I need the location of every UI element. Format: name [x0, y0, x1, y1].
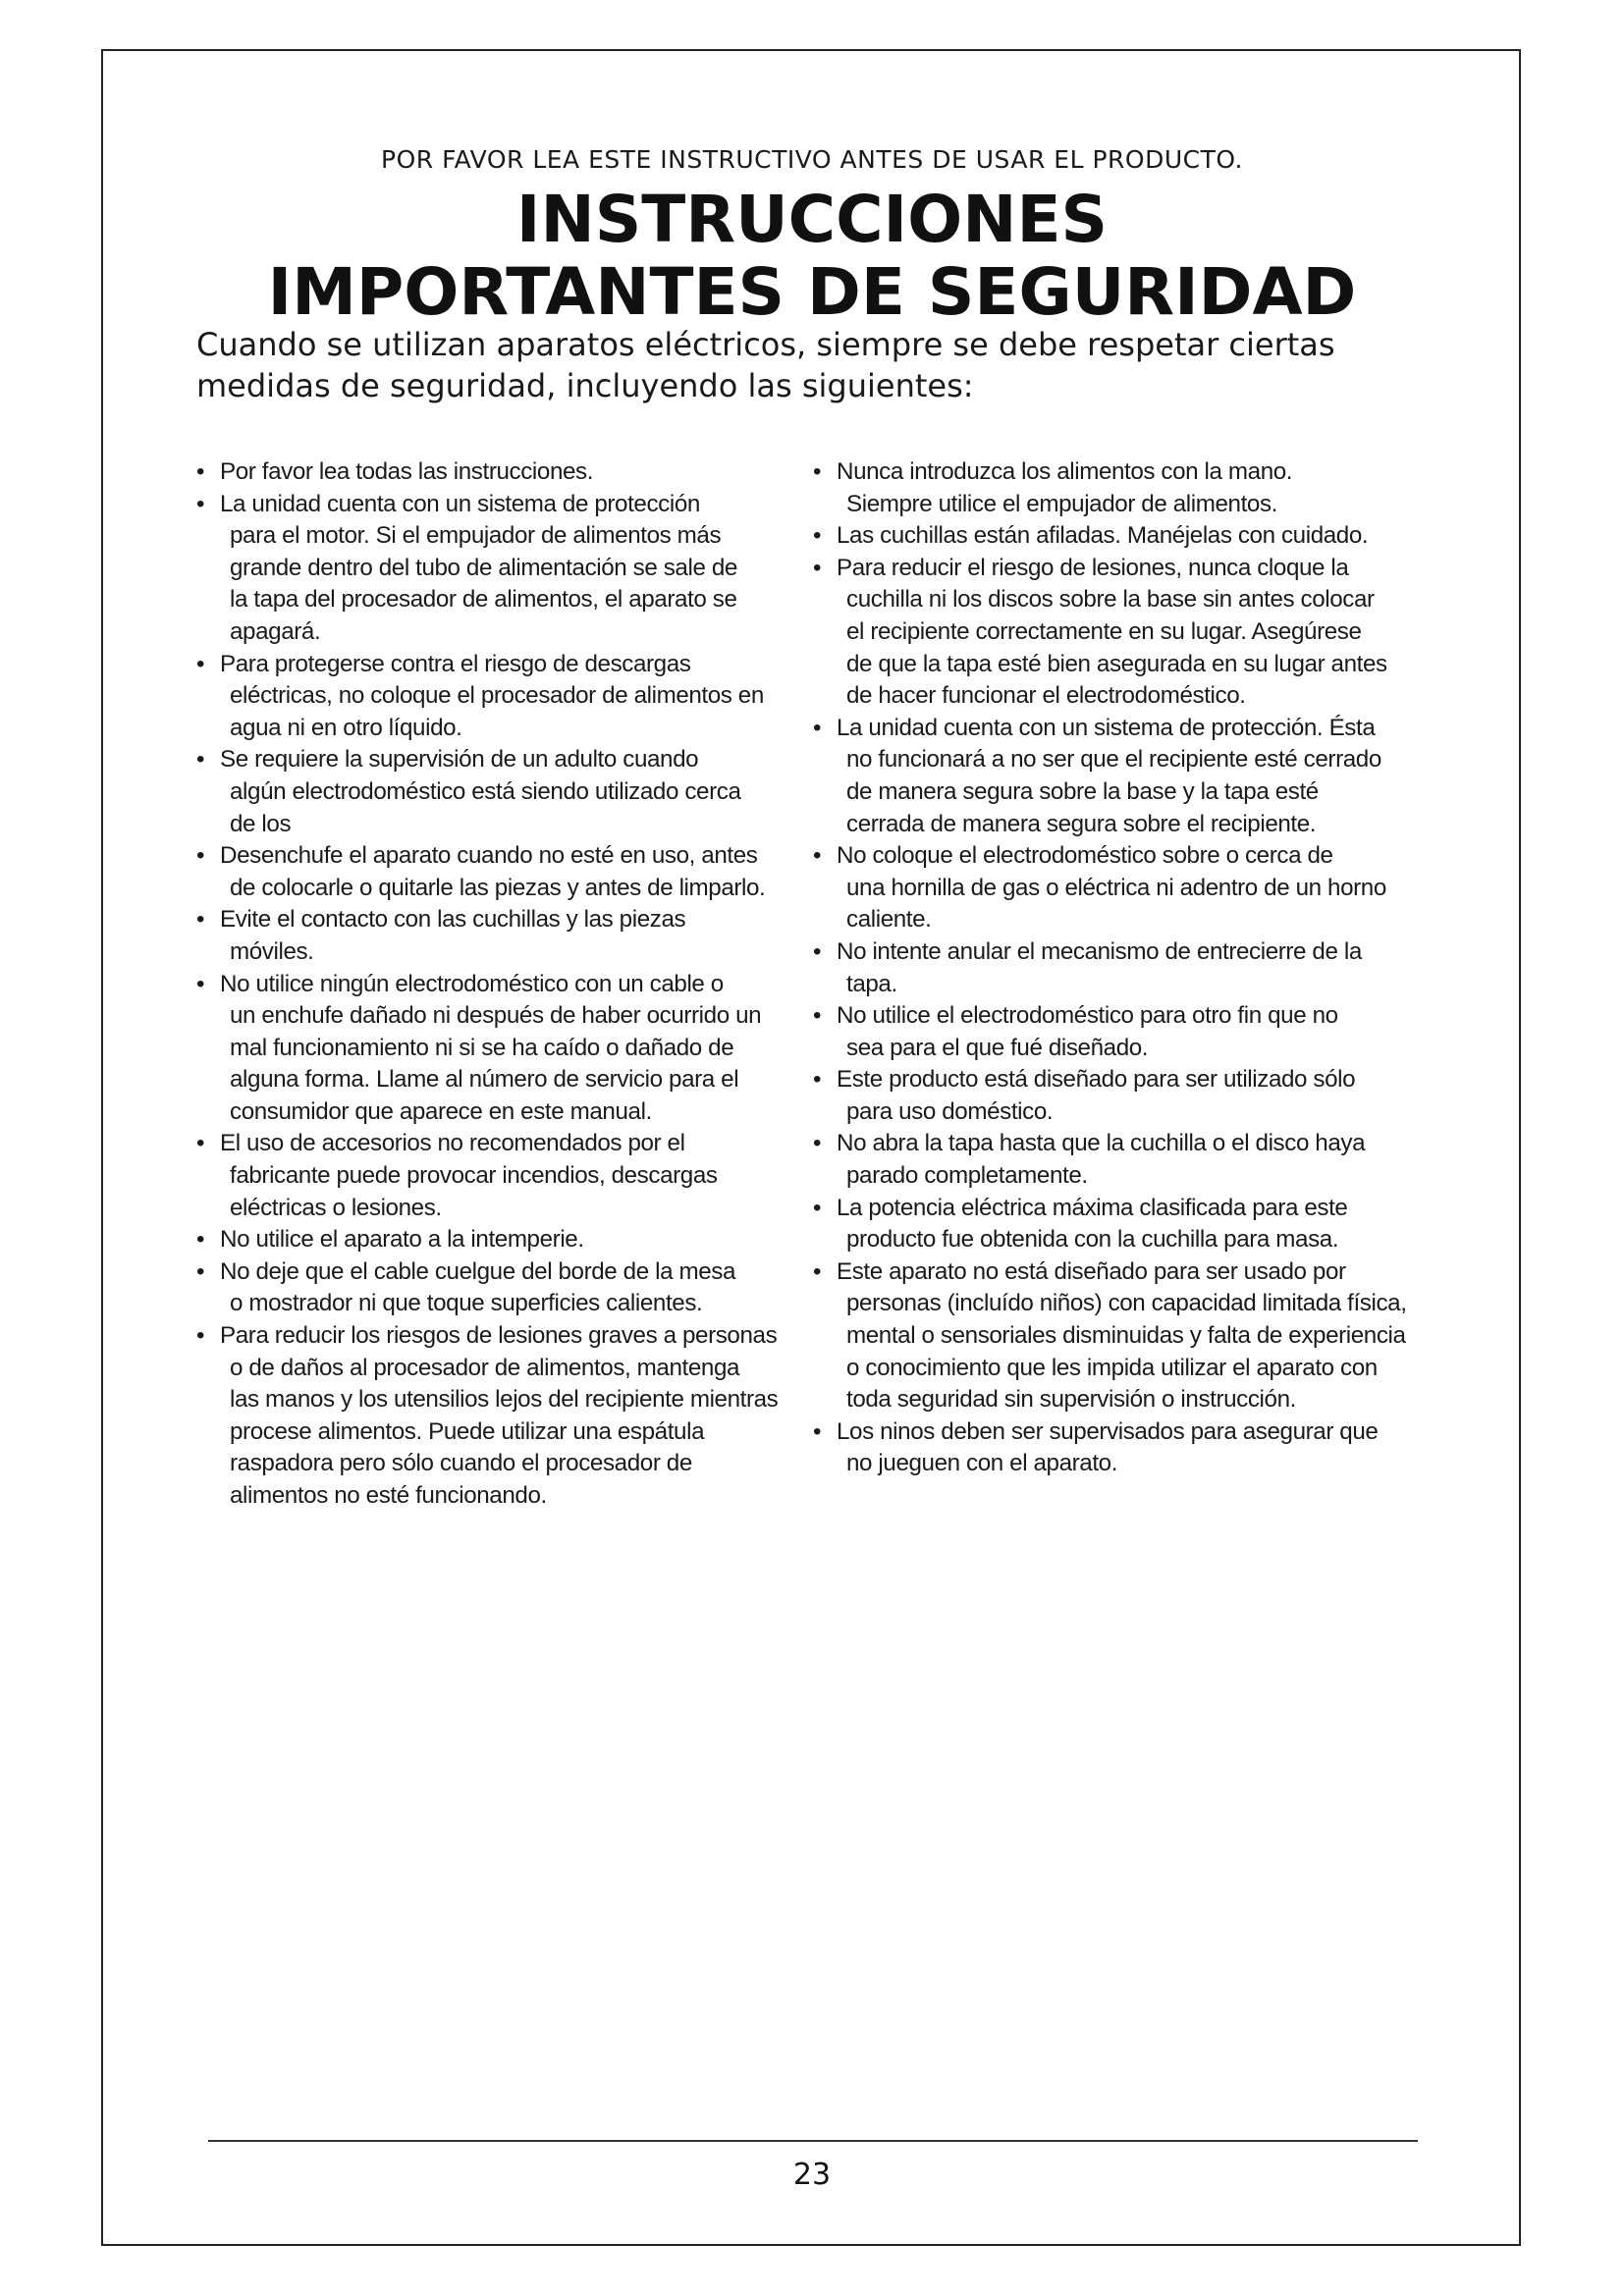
list-item-text — [220, 456, 805, 489]
page-number: 23 — [792, 2158, 832, 2192]
list-item-text — [220, 744, 805, 840]
list-item-line: Nunca introduzca los alimentos con la mano. — [837, 458, 1293, 485]
bullet-marker: • — [196, 970, 205, 997]
list-item — [196, 489, 805, 649]
list-item-line: parado completamente. — [846, 1162, 1088, 1190]
list-item-text — [837, 1128, 1432, 1192]
bullet-marker: • — [813, 842, 822, 870]
bullet-marker: • — [813, 1002, 822, 1030]
list-item-text — [837, 1256, 1432, 1416]
list-item-text — [837, 840, 1432, 936]
list-item — [813, 553, 1432, 713]
list-item-line: algún electrodoméstico está siendo utilizado cerca — [230, 777, 741, 805]
list-item — [813, 1256, 1432, 1416]
bullet-marker: • — [196, 1226, 205, 1254]
list-item-line: La unidad cuenta con un sistema de protección — [220, 490, 700, 517]
list-item-text — [837, 713, 1432, 840]
bullet-marker: • — [196, 1257, 205, 1285]
list-item-line: personas (incluído niños) con capacidad limitada física, — [846, 1290, 1407, 1317]
list-item-line: consumidor que aparece en este manual. — [230, 1097, 652, 1125]
list-item-line: Para reducir los riesgos de lesiones graves a personas — [220, 1322, 778, 1350]
bullet-marker: • — [813, 554, 822, 581]
list-item-line: No intente anular el mecanismo de entrecierre de la — [837, 937, 1362, 965]
bullet-marker: • — [196, 906, 205, 934]
list-item-text — [837, 456, 1432, 520]
bullet-marker: • — [196, 458, 205, 485]
list-item-line: grande dentro del tubo de alimentación se sale de — [230, 554, 737, 581]
list-item-line: No utilice ningún electrodoméstico con un cable o — [220, 970, 724, 997]
list-item-text — [837, 1000, 1432, 1064]
list-item-text — [220, 904, 805, 968]
list-item-line: o mostrador ni que toque superficies calientes. — [230, 1290, 703, 1317]
bullet-marker: • — [813, 714, 822, 741]
list-item-line: alguna forma. Llame al número de servicio para el — [230, 1066, 739, 1094]
list-item-line: mal funcionamiento ni si se ha caído o dañado de — [230, 1034, 734, 1061]
list-item-line: de que la tapa esté bien asegurada en su lugar antes — [846, 650, 1387, 677]
list-item-text — [220, 649, 805, 745]
list-item-line: Por favor lea todas las instrucciones. — [220, 458, 594, 485]
list-item — [813, 840, 1432, 936]
list-item — [196, 904, 805, 968]
list-item-line: de hacer funcionar el electrodoméstico. — [846, 682, 1246, 710]
list-item-line: La unidad cuenta con un sistema de protección. Ésta — [837, 714, 1376, 741]
list-item-line: raspadora pero sólo cuando el procesador de — [230, 1450, 692, 1477]
bullet-marker: • — [196, 746, 205, 774]
list-item-line: para el motor. Si el empujador de alimentos más — [230, 522, 722, 550]
list-item — [196, 1224, 805, 1256]
list-item-text — [220, 489, 805, 649]
list-item — [813, 1193, 1432, 1256]
list-item — [196, 649, 805, 745]
list-item-line: o de daños al procesador de alimentos, mantenga — [230, 1354, 740, 1381]
list-item-line: Este aparato no está diseñado para ser usado por — [837, 1257, 1346, 1285]
bullet-marker: • — [196, 1130, 205, 1157]
list-item-line: móviles. — [230, 937, 314, 965]
list-item-line: Los ninos deben ser supervisados para asegurar que — [837, 1417, 1379, 1445]
bullet-marker: • — [196, 842, 205, 870]
list-item — [196, 840, 805, 904]
list-item-line: alimentos no esté funcionando. — [230, 1482, 547, 1509]
list-item-line: no funcionará a no ser que el recipiente esté cerrado — [846, 746, 1381, 774]
footer-divider — [208, 2140, 1418, 2142]
list-item-text — [220, 969, 805, 1129]
list-item-line: una hornilla de gas o eléctrica ni adentro de un horno — [846, 874, 1386, 901]
list-item — [196, 1128, 805, 1224]
list-item-line: El uso de accesorios no recomendados por el — [220, 1130, 685, 1157]
list-item-line: un enchufe dañado ni después de haber ocurrido un — [230, 1002, 762, 1030]
list-item — [813, 1064, 1432, 1128]
list-item-line: eléctricas o lesiones. — [230, 1194, 442, 1221]
list-item — [813, 713, 1432, 840]
list-item — [813, 936, 1432, 1000]
list-item-line: eléctricas, no coloque el procesador de alimentos en — [230, 682, 764, 710]
list-item-line: caliente. — [846, 906, 932, 934]
right-column — [813, 456, 1432, 1480]
list-item-line: Este producto está diseñado para ser utilizado sólo — [837, 1066, 1356, 1094]
list-item-line: procese alimentos. Puede utilizar una espátula — [230, 1417, 705, 1445]
left-bullet-list — [196, 456, 805, 1513]
list-item-text — [220, 840, 805, 904]
right-bullet-list — [813, 456, 1432, 1480]
list-item-line: agua ni en otro líquido. — [230, 714, 462, 741]
list-item-line: las manos y los utensilios lejos del recipiente mientras — [230, 1386, 779, 1414]
list-item-line: para uso doméstico. — [846, 1097, 1054, 1125]
list-item-line: producto fue obtenida con la cuchilla para masa. — [846, 1226, 1339, 1254]
list-item-text — [837, 1193, 1432, 1256]
list-item-line: tapa. — [846, 970, 897, 997]
list-item — [196, 1320, 805, 1513]
list-item-line: apagará. — [230, 617, 321, 645]
bullet-marker: • — [813, 1066, 822, 1094]
list-item-text — [837, 936, 1432, 1000]
list-item-text — [837, 1416, 1432, 1480]
bullet-marker: • — [813, 937, 822, 965]
list-item-line: Siempre utilice el empujador de alimentos. — [846, 490, 1277, 517]
list-item-line: mental o sensoriales disminuidas y falta de experiencia — [846, 1322, 1406, 1350]
list-item-line: Desenchufe el aparato cuando no esté en uso, antes — [220, 842, 758, 870]
list-item-line: toda seguridad sin supervisión o instrucción. — [846, 1386, 1296, 1414]
list-item — [196, 744, 805, 840]
list-item-line: no jueguen con el aparato. — [846, 1450, 1118, 1477]
list-item-line: No coloque el electrodoméstico sobre o cerca de — [837, 842, 1333, 870]
bullet-marker: • — [196, 1322, 205, 1350]
list-item — [196, 1256, 805, 1320]
title-line-2: IMPORTANTES DE SEGURIDAD — [267, 254, 1357, 330]
title-line-1: INSTRUCCIONES — [515, 182, 1109, 257]
list-item-line: No utilice el aparato a la intemperie. — [220, 1226, 584, 1254]
left-column — [196, 456, 805, 1513]
list-item-text — [220, 1128, 805, 1224]
list-item-text — [837, 1064, 1432, 1128]
list-item-line: cuchilla ni los discos sobre la base sin antes colocar — [846, 586, 1375, 614]
bullet-marker: • — [813, 1130, 822, 1157]
list-item — [813, 520, 1432, 553]
list-item-line: de los — [230, 810, 292, 837]
list-item-line: No abra la tapa hasta que la cuchilla o el disco haya — [837, 1130, 1366, 1157]
list-item — [196, 456, 805, 489]
list-item-line: No deje que el cable cuelgue del borde de la mesa — [220, 1257, 735, 1285]
list-item-line: de colocarle o quitarle las piezas y antes de limparlo. — [230, 874, 766, 901]
list-item-text — [220, 1320, 805, 1513]
list-item-line: fabricante puede provocar incendios, descargas — [230, 1162, 718, 1190]
bullet-marker: • — [813, 458, 822, 485]
list-item-text — [220, 1224, 805, 1256]
bullet-marker: • — [813, 1194, 822, 1221]
list-item — [196, 969, 805, 1129]
list-item-line: Para reducir el riesgo de lesiones, nunca cloque la — [837, 554, 1349, 581]
list-item-line: Las cuchillas están afiladas. Manéjelas con cuidado. — [837, 522, 1369, 550]
list-item-line: de manera segura sobre la base y la tapa esté — [846, 777, 1319, 805]
bullet-marker: • — [196, 650, 205, 677]
bullet-marker: • — [813, 522, 822, 550]
list-item-line: Se requiere la supervisión de un adulto cuando — [220, 746, 699, 774]
list-item — [813, 1416, 1432, 1480]
list-item-line: cerrada de manera segura sobre el recipiente. — [846, 810, 1317, 837]
list-item-line: el recipiente correctamente en su lugar. Asegúrese — [846, 617, 1362, 645]
list-item-line: No utilice el electrodoméstico para otro fin que no — [837, 1002, 1338, 1030]
list-item — [813, 1000, 1432, 1064]
intro-paragraph: Cuando se utilizan aparatos eléctricos, siempre se debe respetar ciertas medidas de seguridad, incluyendo las siguientes: — [196, 326, 1335, 404]
list-item-line: Evite el contacto con las cuchillas y las piezas — [220, 906, 686, 934]
pre-title: POR FAVOR LEA ESTE INSTRUCTIVO ANTES DE USAR EL PRODUCTO. — [381, 145, 1243, 174]
bullet-marker: • — [196, 490, 205, 517]
list-item-line: La potencia eléctrica máxima clasificada para este — [837, 1194, 1348, 1221]
bullet-marker: • — [813, 1257, 822, 1285]
list-item-line: Para protegerse contra el riesgo de descargas — [220, 650, 691, 677]
list-item-line: la tapa del procesador de alimentos, el aparato se — [230, 586, 737, 614]
list-item-line: o conocimiento que les impida utilizar el aparato con — [846, 1354, 1378, 1381]
bullet-marker: • — [813, 1417, 822, 1445]
list-item-text — [220, 1256, 805, 1320]
list-item-line: sea para el que fué diseñado. — [846, 1034, 1149, 1061]
list-item — [813, 456, 1432, 520]
list-item-text — [837, 520, 1432, 553]
list-item-text — [837, 553, 1432, 713]
list-item — [813, 1128, 1432, 1192]
